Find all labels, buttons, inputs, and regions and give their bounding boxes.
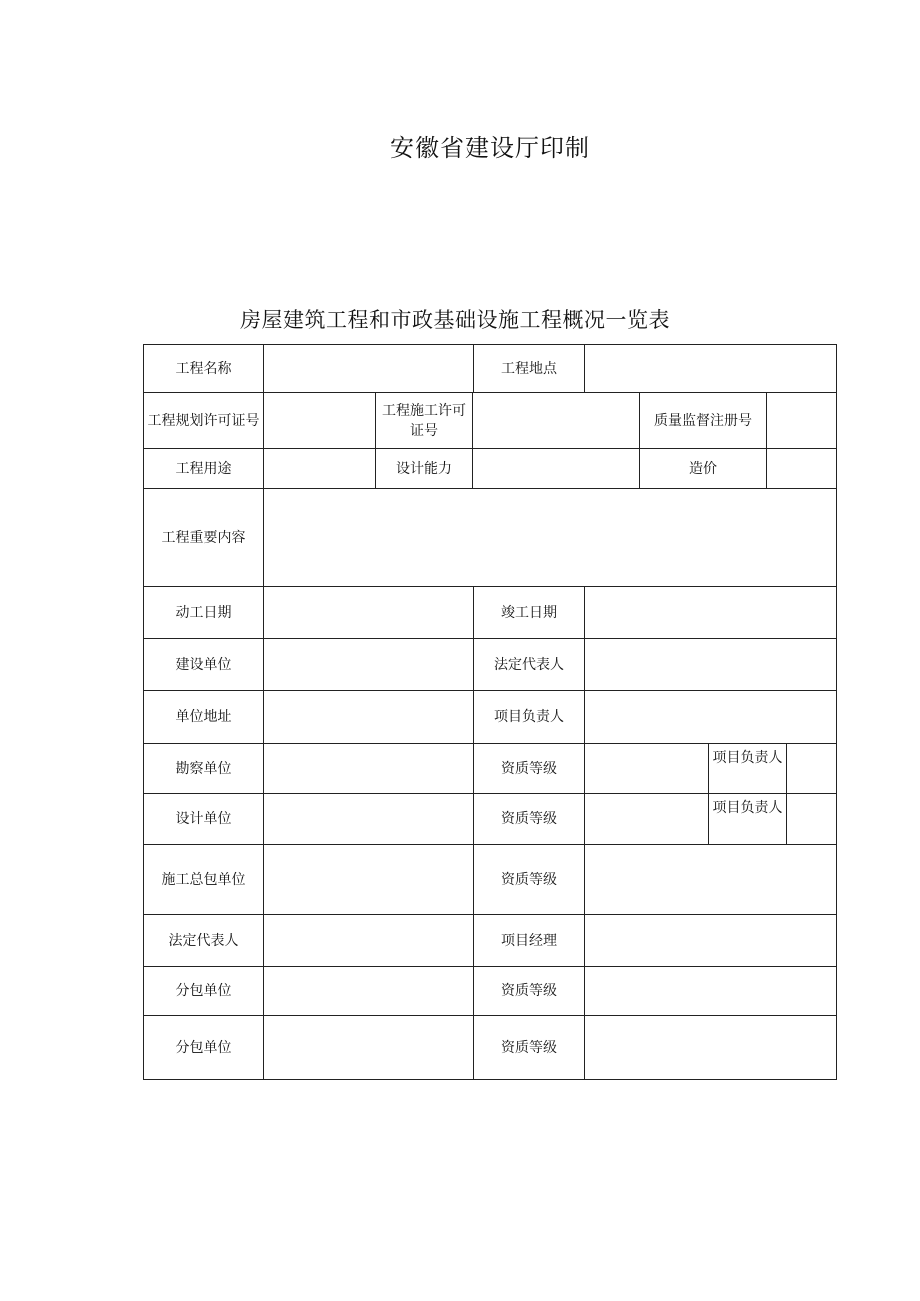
label-subcontractor-1-qualification: 资质等级: [473, 966, 585, 1016]
field-unit-address[interactable]: [263, 690, 474, 744]
label-project-use: 工程用途: [143, 448, 264, 489]
label-start-date: 动工日期: [143, 586, 264, 639]
field-subcontractor-1-qualification[interactable]: [584, 966, 837, 1016]
field-legal-rep[interactable]: [584, 638, 837, 691]
label-cost: 造价: [639, 448, 767, 489]
field-project-leader[interactable]: [584, 690, 837, 744]
label-design-leader: 项目负责人: [708, 793, 787, 845]
field-project-use[interactable]: [263, 448, 376, 489]
field-survey-unit[interactable]: [263, 743, 474, 794]
field-contractor-legal-rep[interactable]: [263, 914, 474, 967]
label-general-contractor: 施工总包单位: [143, 844, 264, 915]
label-design-qualification: 资质等级: [473, 793, 585, 845]
field-design-unit[interactable]: [263, 793, 474, 845]
field-project-location[interactable]: [584, 344, 837, 393]
label-project-name: 工程名称: [143, 344, 264, 393]
project-overview-table: [144, 345, 837, 1080]
field-subcontractor-2-qualification[interactable]: [584, 1015, 837, 1080]
field-subcontractor-1[interactable]: [263, 966, 474, 1016]
label-survey-unit: 勘察单位: [143, 743, 264, 794]
label-subcontractor-1: 分包单位: [143, 966, 264, 1016]
label-construction-permit: 工程施工许可证号: [375, 392, 473, 449]
label-contractor-legal-rep: 法定代表人: [143, 914, 264, 967]
field-quality-supervision[interactable]: [766, 392, 837, 449]
field-design-qualification[interactable]: [584, 793, 709, 845]
label-survey-leader: 项目负责人: [708, 743, 787, 794]
label-planning-permit: 工程规划许可证号: [143, 392, 264, 449]
label-construction-unit: 建设单位: [143, 638, 264, 691]
label-survey-qualification: 资质等级: [473, 743, 585, 794]
label-design-unit: 设计单位: [143, 793, 264, 845]
field-construction-permit[interactable]: [472, 392, 640, 449]
label-project-leader: 项目负责人: [473, 690, 585, 744]
label-project-manager: 项目经理: [473, 914, 585, 967]
table-title: 房屋建筑工程和市政基础设施工程概况一览表: [240, 308, 670, 332]
field-survey-leader[interactable]: [786, 743, 837, 794]
label-unit-address: 单位地址: [143, 690, 264, 744]
field-design-leader[interactable]: [786, 793, 837, 845]
field-construction-unit[interactable]: [263, 638, 474, 691]
field-design-capacity[interactable]: [472, 448, 640, 489]
issuer-heading: 安徽省建设厅印制: [390, 134, 590, 162]
label-project-location: 工程地点: [473, 344, 585, 393]
field-start-date[interactable]: [263, 586, 474, 639]
label-design-capacity: 设计能力: [375, 448, 473, 489]
field-main-content[interactable]: [263, 488, 837, 587]
label-main-content: 工程重要内容: [143, 488, 264, 587]
field-planning-permit[interactable]: [263, 392, 376, 449]
field-general-contractor[interactable]: [263, 844, 474, 915]
label-completion-date: 竣工日期: [473, 586, 585, 639]
label-contractor-qualification: 资质等级: [473, 844, 585, 915]
field-completion-date[interactable]: [584, 586, 837, 639]
field-contractor-qualification[interactable]: [584, 844, 837, 915]
label-subcontractor-2: 分包单位: [143, 1015, 264, 1080]
field-project-manager[interactable]: [584, 914, 837, 967]
field-cost[interactable]: [766, 448, 837, 489]
field-project-name[interactable]: [263, 344, 474, 393]
field-subcontractor-2[interactable]: [263, 1015, 474, 1080]
label-subcontractor-2-qualification: 资质等级: [473, 1015, 585, 1080]
label-quality-supervision: 质量监督注册号: [639, 392, 767, 449]
label-legal-rep: 法定代表人: [473, 638, 585, 691]
field-survey-qualification[interactable]: [584, 743, 709, 794]
